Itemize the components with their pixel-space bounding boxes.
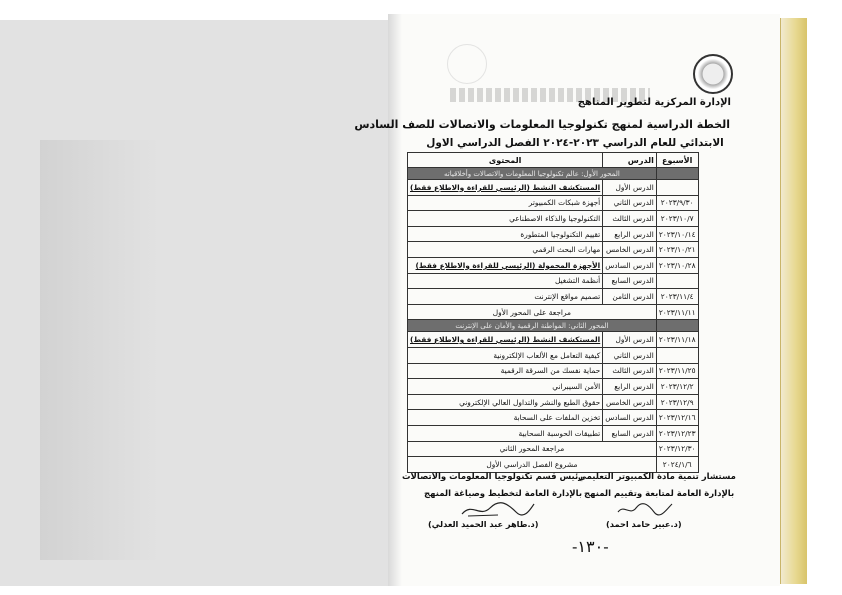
week-cell: ٢٠٢٤/١/٦ xyxy=(656,457,698,473)
week-cell: ٢٠٢٣/١٢/٣٠ xyxy=(656,441,698,457)
week-cell: ٢٠٢٣/١٢/٩ xyxy=(656,394,698,410)
lesson-cell: الدرس الأول xyxy=(603,180,657,196)
content-cell: كيفية التعامل مع الألعاب الإلكترونية xyxy=(408,347,603,363)
content-cell: المستكشف النشط (الرئيسي للقراءة والاطلاع فقط) xyxy=(408,180,603,196)
content-cell: تقييم التكنولوجيا المتطورة xyxy=(408,226,603,242)
week-cell xyxy=(656,273,698,289)
signature-right-name: (د.عبير حامد احمد) xyxy=(606,519,682,529)
week-cell: ٢٠٢٣/١٢/١٦ xyxy=(656,410,698,426)
lesson-cell: الدرس السابع xyxy=(603,273,657,289)
lesson-cell: الدرس الخامس xyxy=(603,394,657,410)
week-cell: ٢٠٢٣/١٠/٢١ xyxy=(656,242,698,258)
page-shadow xyxy=(40,140,160,560)
handwritten-signature-right xyxy=(614,500,676,518)
content-cell: الأمن السيبراني xyxy=(408,379,603,395)
content-cell: حقوق الطبع والنشر والتداول العالي الإلكتروني xyxy=(408,394,603,410)
signature-right-title: مستشار تنمية مادة الكمبيوتر التعليمي xyxy=(578,472,736,482)
page-gutter xyxy=(388,14,402,586)
lesson-cell: الدرس الثالث xyxy=(603,211,657,227)
signature-left-subtitle: بالإدارة العامة لتخطيط وصياغة المنهج xyxy=(424,489,583,499)
table-row xyxy=(408,410,699,426)
axis-row xyxy=(408,168,699,180)
week-column-header: الأسبوع xyxy=(656,153,698,168)
plan-subtitle: الابتدائي للعام الدراسي ٢٠٢٣-٢٠٢٤ الفصل الدراسي الاول xyxy=(426,137,724,149)
week-cell: ٢٠٢٣/١٢/٢ xyxy=(656,379,698,395)
lesson-cell: الدرس الثالث xyxy=(603,363,657,379)
table-row xyxy=(408,273,699,289)
lesson-cell: الدرس الثاني xyxy=(603,195,657,211)
department-label: الإدارة المركزية لتطوير المناهج xyxy=(577,97,731,108)
week-cell: ٢٠٢٣/١١/٤ xyxy=(656,289,698,305)
signature-left-name: (د.طاهر عبد الحميد العدلي) xyxy=(428,519,539,529)
ministry-emblem-icon xyxy=(693,54,733,94)
table-row xyxy=(408,226,699,242)
table-row xyxy=(408,304,699,320)
table-row xyxy=(408,257,699,273)
axis-2-label: المحور الثاني: المواطنة الرقمية والأمان على الإنترنت xyxy=(408,320,657,332)
table-row xyxy=(408,394,699,410)
week-cell xyxy=(656,180,698,196)
lesson-cell: الدرس الأول xyxy=(603,332,657,348)
content-cell: أجهزة شبكات الكمبيوتر xyxy=(408,195,603,211)
content-cell: مهارات البحث الرقمي xyxy=(408,242,603,258)
content-cell: مراجعة المحور الثاني xyxy=(408,441,657,457)
table-row xyxy=(408,363,699,379)
page-edge xyxy=(780,18,807,584)
content-cell: مراجعة على المحور الأول xyxy=(408,304,657,320)
table-row xyxy=(408,332,699,348)
lesson-column-header: الدرس xyxy=(603,153,657,168)
table-row xyxy=(408,425,699,441)
lesson-cell: الدرس الثاني xyxy=(603,347,657,363)
week-cell: ٢٠٢٣/١٠/٧ xyxy=(656,211,698,227)
table-row xyxy=(408,457,699,473)
table-row xyxy=(408,195,699,211)
table-row xyxy=(408,211,699,227)
table-row xyxy=(408,441,699,457)
lesson-cell: الدرس السابع xyxy=(603,425,657,441)
content-cell: تطبيقات الحوسبة السحابية xyxy=(408,425,603,441)
content-cell: تصميم مواقع الإنترنت xyxy=(408,289,603,305)
lesson-cell: الدرس السادس xyxy=(603,410,657,426)
week-cell: ٢٠٢٣/١١/١٨ xyxy=(656,332,698,348)
week-cell: ٢٠٢٣/١٢/٢٣ xyxy=(656,425,698,441)
table-row xyxy=(408,379,699,395)
content-cell: أنظمة التشغيل xyxy=(408,273,603,289)
handwritten-signature-left xyxy=(458,498,538,520)
signature-left-title: رئيس قسم تكنولوجيا المعلومات والاتصالات xyxy=(402,472,584,482)
left-blank-page xyxy=(0,20,389,586)
signature-right-subtitle: بالإدارة العامة لمتابعة وتقييم المنهج xyxy=(584,489,735,499)
content-cell: حماية نفسك من السرقة الرقمية xyxy=(408,363,603,379)
content-cell: المستكشف النشط (الرئيسي للقراءة والاطلاع فقط) xyxy=(408,332,603,348)
content-cell: التكنولوجيا والذكاء الاصطناعي xyxy=(408,211,603,227)
axis-row xyxy=(408,320,699,332)
table-row xyxy=(408,347,699,363)
week-cell: ٢٠٢٣/١١/١١ xyxy=(656,304,698,320)
axis-1-label: المحور الأول: عالم تكنولوجيا المعلومات والاتصالات وأخلاقياته xyxy=(408,168,657,180)
lesson-cell: الدرس الخامس xyxy=(603,242,657,258)
content-cell: مشروع الفصل الدراسي الأول xyxy=(408,457,657,473)
study-plan-table xyxy=(407,152,699,473)
lesson-cell: الدرس السادس xyxy=(603,257,657,273)
page-number: -١٣٠- xyxy=(572,537,609,556)
week-cell: ٢٠٢٣/٩/٣٠ xyxy=(656,195,698,211)
faded-logo-icon xyxy=(447,44,487,84)
lesson-cell: الدرس الثامن xyxy=(603,289,657,305)
week-cell: ٢٠٢٣/١٠/١٤ xyxy=(656,226,698,242)
content-cell: تخزين الملفات على السحابة xyxy=(408,410,603,426)
lesson-cell: الدرس الرابع xyxy=(603,379,657,395)
week-cell: ٢٠٢٣/١١/٢٥ xyxy=(656,363,698,379)
table-row xyxy=(408,289,699,305)
table-header-row xyxy=(408,153,699,168)
plan-title: الخطة الدراسية لمنهج تكنولوجيا المعلومات والاتصالات للصف السادس xyxy=(354,118,730,131)
week-cell: ٢٠٢٣/١٠/٢٨ xyxy=(656,257,698,273)
content-cell: الأجهزة المحمولة (الرئيسي للقراءة والاطلاع فقط) xyxy=(408,257,603,273)
week-cell xyxy=(656,347,698,363)
table-row xyxy=(408,180,699,196)
content-column-header: المحتوى xyxy=(408,153,603,168)
lesson-cell: الدرس الرابع xyxy=(603,226,657,242)
table-row xyxy=(408,242,699,258)
